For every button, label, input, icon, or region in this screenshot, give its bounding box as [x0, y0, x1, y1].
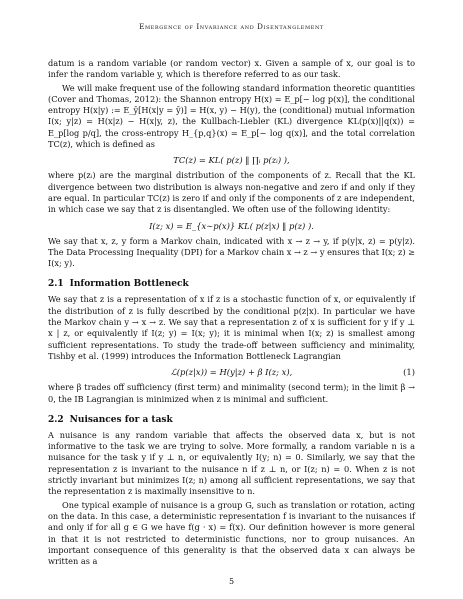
section-title: Nuisances for a task [69, 414, 173, 425]
section-heading [48, 414, 415, 426]
paragraph: datum is a random variable (or random vector) x. Given a sample of x, our goal is to infer the random variable y, which is therefore referred to as our task. [48, 58, 415, 80]
paragraph: We say that x, z, y form a Markov chain, indicated with x → z → y, if p(y|x, z) = p(y|z). The Data Processing Inequality (DPI) for a Markov chain x → z → y ensures that I(x; z) ≥ I(x; y). [48, 235, 415, 269]
paragraph: where p(zᵢ) are the marginal distribution of the components of z. Recall that the KL divergence between two distribution is always non-negative and zero if and only if they are equal. In particular TC(z) is zero if and only if the components of z are independent, in which case we say that z is disentangled. We often use of the following identity: [48, 170, 415, 215]
paragraph: where β trades off sufficiency (first term) and minimality (second term); in the limit β → 0, the IB Lagrangian is minimized when z is minimal and sufficient. [48, 382, 415, 404]
section-title: Information Bottleneck [69, 279, 189, 290]
equation-identity: I(z; x) = E_{x∼p(x)} KL( p(z|x) ‖ p(z) ). [149, 220, 314, 231]
paragraph: We say that z is a representation of x if z is a stochastic function of x, or equivalently if the distribution of z is fully described by the conditional p(z|x). In particular we have the Markov chain y → x → z. We say that a representation z of x is sufficient for y if y ⊥ x | z, or equivalently if I(z; y) = I(x; y); it is minimal when I(x; z) is smallest among sufficient representations. To study the trade-off between sufficiency and minimality, Tishby et al. (1999) introduces the Information Bottleneck Lagrangian [48, 294, 415, 361]
running-head: Emergence of Invariance and Disentanglement [139, 22, 324, 31]
equation-total-correlation: TC(z) = KL( p(z) ‖ ∏ᵢ p(zᵢ) ), [173, 155, 290, 166]
section-number: 2.2 [48, 414, 64, 425]
page-body [48, 58, 415, 567]
equation-ib-lagrangian [48, 366, 415, 378]
paragraph: We will make frequent use of the following standard information theoretic quantities (Cover and Thomas, 2012): the Shannon entropy H(x) = E_p[− log p(x)], the conditional entropy H(x|y) := E_ȳ[H(x|y = ȳ)] = H(x, y) − H(y), the (conditional) mutual information I(x; y|z) = H(x|z) − H(x|y, z), the Kullbach-Liebler (KL) divergence KL(p(x)||q(x)) = E_p[log p/q], the cross-entropy H_{p,q}(x) = E_p[− log q(x)], and the total correlation TC(z), which is defined as [48, 82, 415, 150]
equation-number: (1) [403, 367, 415, 378]
paragraph: One typical example of nuisance is a group G, such as translation or rotation, acting on the data. In this case, a deterministic representation f is invariant to the nuisances if and only if for all g ∈ G we have f(g · x) = f(x). Our definition however is more general in that it is not restricted to deterministic functions, nor to group nuisances. An important consequence of this generality is that the observed data x can always be written as a [48, 499, 415, 567]
section-number: 2.1 [48, 279, 64, 290]
page-number: 5 [228, 577, 235, 586]
section-heading [48, 278, 415, 290]
equation-body: ℒ(p(z|x)) = H(y|z) + β I(z; x), [170, 367, 293, 378]
paragraph: A nuisance is any random variable that affects the observed data x, but is not informative to the task we are trying to solve. More formally, a random variable n is a nuisance for the task y if y ⊥ n, or equivalently I(y; n) = 0. Similarly, we say that the representation z is invariant to the nuisance n if z ⊥ n, or I(z; n) = 0. When z is not strictly invariant but minimizes I(z; n) among all sufficient representations, we say that the representation z is maximally insensitive to n. [48, 429, 415, 497]
